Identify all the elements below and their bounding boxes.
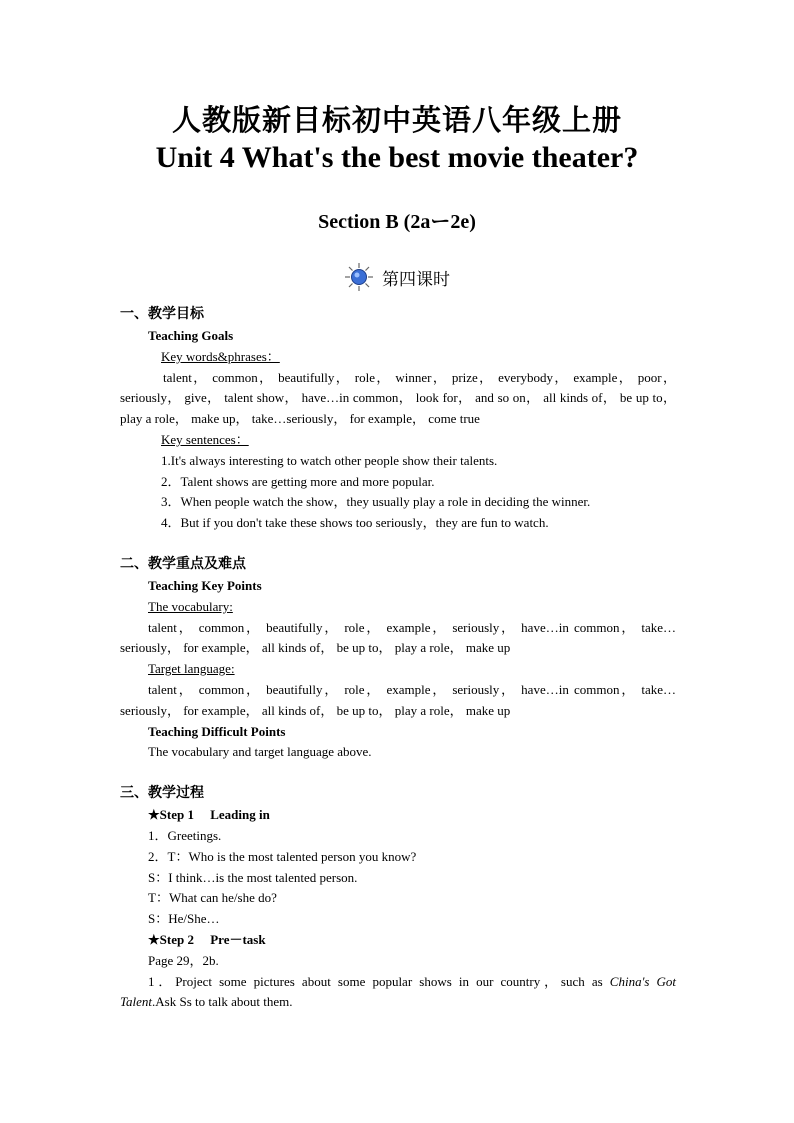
vocabulary-line: talent， common， beautifully， role， example， seriously， have…in common， take… <box>148 619 676 635</box>
sentence-item: 2．Talent shows are getting more and more popular. <box>161 473 435 489</box>
difficult-points-text: The vocabulary and target language above. <box>148 744 372 760</box>
section1-heading: 一、教学目标 <box>120 306 204 322</box>
sentence-item: 4．But if you don't take these shows too seriously，they are fun to watch. <box>161 515 549 531</box>
section2-heading: 二、教学重点及难点 <box>120 555 246 572</box>
lesson-heading <box>0 262 794 292</box>
teaching-goals-label: Teaching Goals <box>148 328 234 343</box>
title-english: Unit 4 What's the best movie theater? <box>155 141 639 174</box>
step1-line: 1．Greetings. <box>148 827 222 843</box>
key-words-line: seriously， give， talent show， have…in common， look for， and so on， all kinds of， be up to， <box>120 390 676 406</box>
key-words-label: Key words&phrases： <box>161 348 280 364</box>
step1-line: S：He/She… <box>148 911 220 927</box>
step2-heading: ★Step 2 Pre－task <box>148 931 266 947</box>
key-words-line: talent， common， beautifully， role， winner， prize， everybody， example， poor， <box>163 369 676 385</box>
step1-line: T：What can he/she do? <box>148 890 277 906</box>
step1-heading: ★Step 1 Leading in <box>148 807 270 823</box>
title-chinese: 人教版新目标初中英语八年级上册 <box>171 103 622 137</box>
vocabulary-label: The vocabulary: <box>148 598 233 614</box>
target-language-label: Target language: <box>148 661 235 677</box>
difficult-points-label: Teaching Difficult Points <box>148 723 286 739</box>
target-language-line: talent， common， beautifully， role， example， seriously， have…in common， take… <box>148 681 676 697</box>
sun-icon <box>344 262 374 292</box>
step2-item: 1．Project some pictures about some popular shows in our country，such as China's Got <box>148 973 677 989</box>
document-body <box>120 302 676 1013</box>
target-language-line: seriously， for example， all kinds of， be up to， play a role， make up <box>120 702 511 718</box>
key-sentences-label: Key sentences： <box>161 431 249 447</box>
sentence-item: 1.It's always interesting to watch other people show their talents. <box>161 452 498 468</box>
lesson-label: 第四课时 <box>382 269 450 290</box>
section-title: Section B (2aー2e) <box>318 211 476 233</box>
step2-page: Page 29，2b. <box>148 952 219 968</box>
vocabulary-line: seriously， for example， all kinds of， be up to， play a role， make up <box>120 640 511 656</box>
key-points-label: Teaching Key Points <box>148 577 262 593</box>
key-words-line: play a role， make up， take…seriously， for example， come true <box>120 411 480 427</box>
sentence-item: 3．When people watch the show，they usually play a role in deciding the winner. <box>161 494 591 510</box>
step2-item-cont: Talent.Ask Ss to talk about them. <box>120 994 293 1010</box>
step1-line: S：I think…is the most talented person. <box>148 869 358 885</box>
section3-heading: 三、教学过程 <box>120 785 204 802</box>
step1-line: 2．T：Who is the most talented person you know? <box>148 848 417 864</box>
